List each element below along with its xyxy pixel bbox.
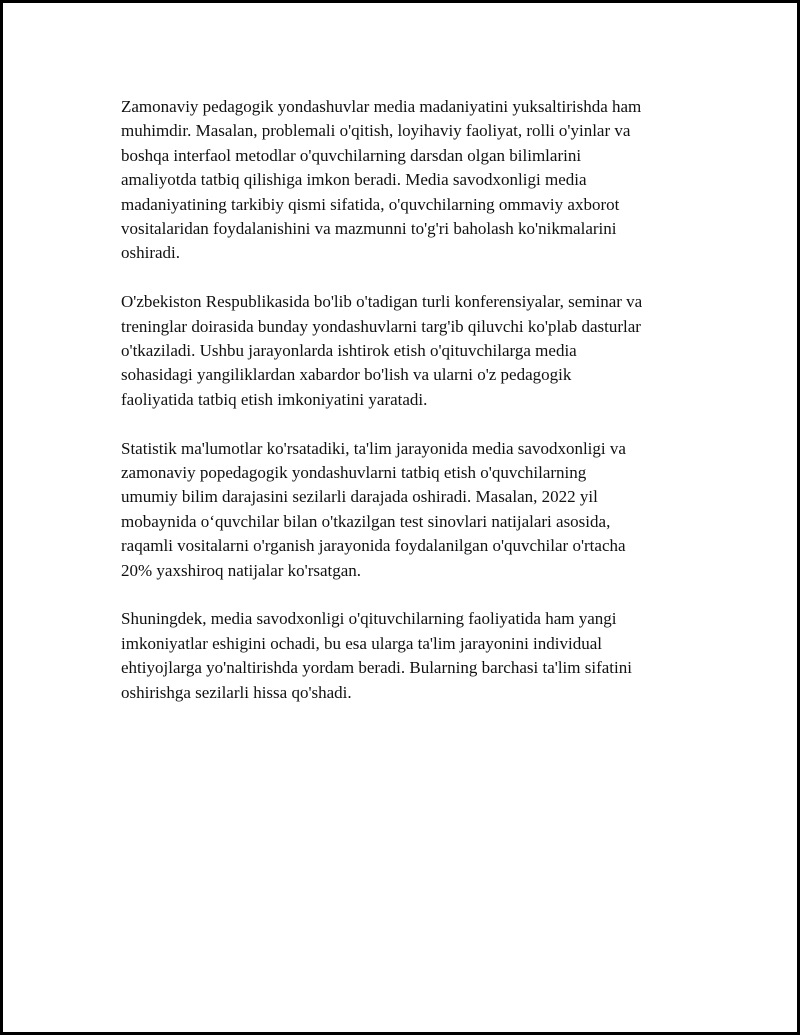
- paragraph-4: [121, 607, 701, 705]
- text-line: zamonaviy popedagogik yondashuvlarni tatbiq etish o'quvchilarning: [121, 463, 587, 483]
- paragraph-2: [121, 290, 701, 412]
- text-line: O'zbekiston Respublikasida bo'lib o'tadigan turli konferensiyalar, seminar va: [121, 292, 643, 312]
- text-line: oshirishga sezilarli hissa qo'shadi.: [121, 682, 352, 702]
- paragraph-1: [121, 95, 701, 266]
- text-line: amaliyotda tatbiq qilishiga imkon beradi. Media savodxonligi media: [121, 170, 587, 190]
- text-line: mobaynida o‘quvchilar bilan o'tkazilgan test sinovlari natijalari asosida,: [121, 511, 611, 531]
- text-line: vositalaridan foydalanishini va mazmunni to'g'ri baholash ko'nikmalarini: [121, 219, 617, 239]
- text-line: boshqa interfaol metodlar o'quvchilarning darsdan olgan bilimlarini: [121, 145, 582, 165]
- text-line: faoliyatida tatbiq etish imkoniyatini yaratadi.: [121, 389, 428, 409]
- text-line: oshiradi.: [121, 243, 181, 263]
- text-line: Shuningdek, media savodxonligi o'qituvchilarning faoliyatida ham yangi: [121, 609, 617, 629]
- document-body: [121, 95, 701, 730]
- text-line: 20% yaxshiroq natijalar ko'rsatgan.: [121, 560, 362, 580]
- text-line: umumiy bilim darajasini sezilarli darajada oshiradi. Masalan, 2022 yil: [121, 487, 598, 507]
- text-line: muhimdir. Masalan, problemali o'qitish, loyihaviy faoliyat, rolli o'yinlar va: [121, 121, 631, 141]
- text-line: Statistik ma'lumotlar ko'rsatadiki, ta'lim jarayonida media savodxonligi va: [121, 438, 626, 458]
- text-line: imkoniyatlar eshigini ochadi, bu esa ularga ta'lim jarayonini individual: [121, 633, 602, 653]
- text-line: ehtiyojlarga yo'naltirishda yordam beradi. Bularning barchasi ta'lim sifatini: [121, 658, 632, 678]
- paragraph-3: [121, 437, 701, 583]
- text-line: raqamli vositalarni o'rganish jarayonida foydalanilgan o'quvchilar o'rtacha: [121, 536, 626, 556]
- text-line: sohasidagi yangiliklardan xabardor bo'lish va ularni o'z pedagogik: [121, 365, 572, 385]
- text-line: treninglar doirasida bunday yondashuvlarni targ'ib qiluvchi ko'plab dasturlar: [121, 316, 641, 336]
- text-line: Zamonaviy pedagogik yondashuvlar media madaniyatini yuksaltirishda ham: [121, 97, 642, 116]
- text-line: o'tkaziladi. Ushbu jarayonlarda ishtirok etish o'qituvchilarga media: [121, 341, 577, 361]
- text-line: madaniyatining tarkibiy qismi sifatida, o'quvchilarning ommaviy axborot: [121, 194, 620, 214]
